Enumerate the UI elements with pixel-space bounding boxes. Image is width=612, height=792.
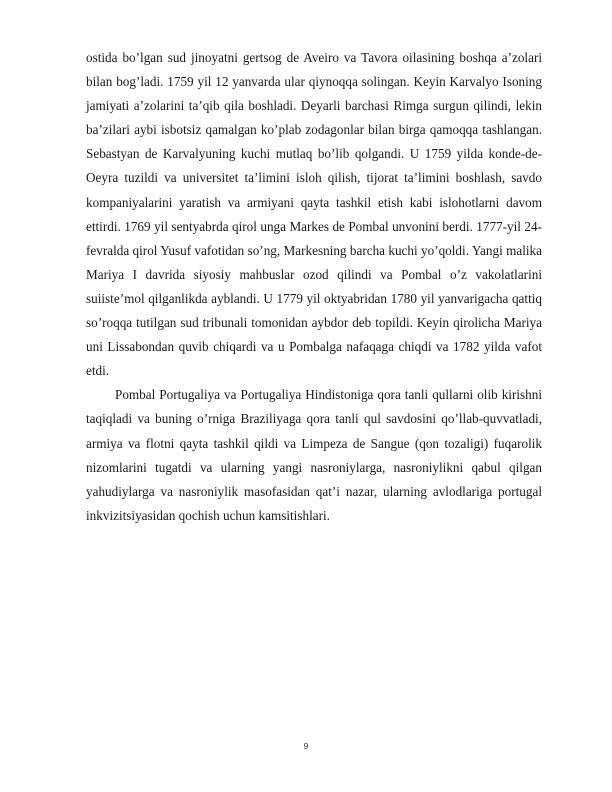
page-number: 9 <box>303 741 309 751</box>
document-body <box>86 46 542 528</box>
paragraph-1: ostida bo’lgan sud jinoyatni gertsog de Aveiro va Tavora oilasining boshqa a’zolari bilan bog’ladi. 1759 yil 12 yanvarda ular qiynoqqa solingan. Keyin Karvalyo Isoning jamiyati a’zolarini ta’qib qila boshladi. Deyarli barchasi Rimga surgun qilindi, lekin ba’zilari aybi isbotsiz qamalgan ko’plab zodagonlar bilan birga qamoqqa tashlangan. Sebastyan de Karvalyuning kuchi mutlaq bo’lib qolgandi. U 1759 yilda konde-de-Oeyra tuzildi va universitet ta’limini isloh qilish, tijorat ta’limini boshlash, savdo kompaniyalarini yaratish va armiyani qayta tashkil etish kabi islohotlarni davom ettirdi. 1769 yil sentyabrda qirol unga Markes de Pombal unvonini berdi. 1777-yil 24-fevralda qirol Yusuf vafotidan so’ng, Markesning barcha kuchi yo’qoldi. Yangi malika Mariya I davrida siyosiy mahbuslar ozod qilindi va Pombal o’z vakolatlarini suiiste’mol qilganlikda ayblandi. U 1779 yil oktyabridan 1780 yil yanvarigacha qattiq so’roqqa tutilgan sud tribunali tomonidan aybdor deb topildi. Keyin qirolicha Mariya uni Lissabondan quvib chiqardi va u Pombalga nafaqaga chiqdi va 1782 yilda vafot etdi. <box>86 50 542 379</box>
paragraph-2: Pombal Portugaliya va Portugaliya Hindistoniga qora tanli qullarni olib kirishni taqiqladi va buning o’rniga Braziliyaga qora tanli qul savdosini qo’llab-quvvatladi, armiya va flotni qayta tashkil qildi va Limpeza de Sangue (qon tozaligi) fuqarolik nizomlarini tugatdi va ularning yangi nasroniylarga, nasroniylikni qabul qilgan yahudiylarga va nasroniylik masofasidan qat’i nazar, ularning avlodlariga portugal inkvizitsiyasidan qochish uchun kamsitishlari. <box>86 387 542 523</box>
